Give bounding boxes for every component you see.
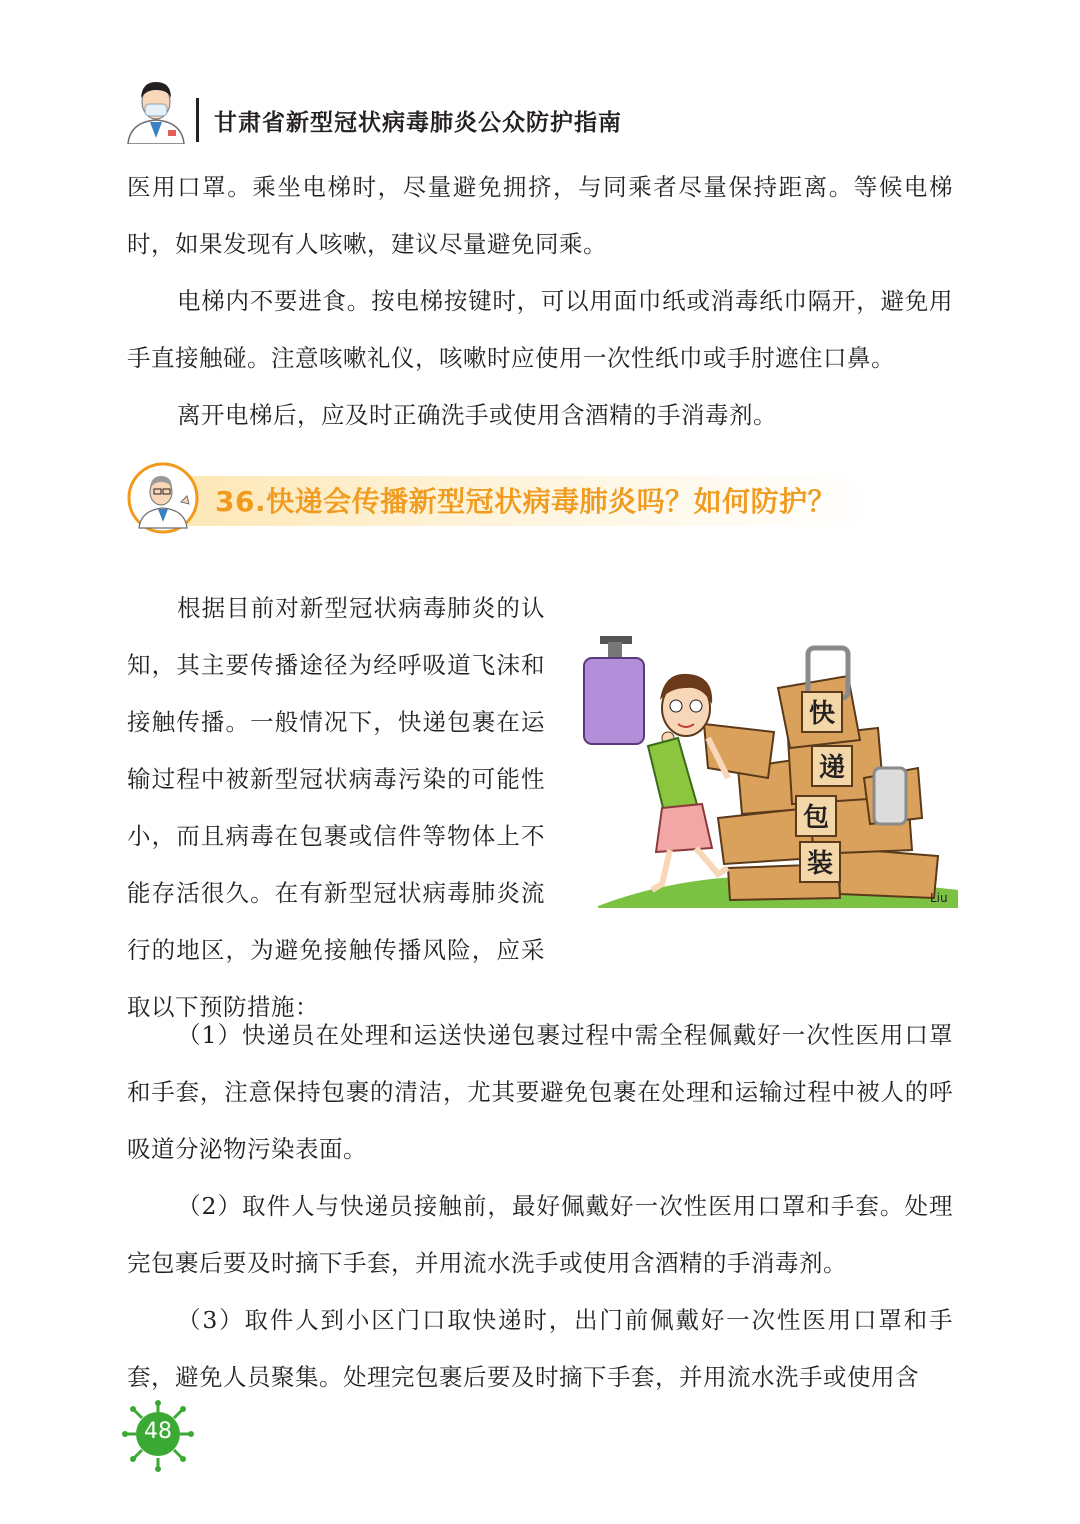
- box-label: 包: [802, 803, 830, 833]
- paragraph: 医用口罩。乘坐电梯时，尽量避免拥挤，与同乘者尽量保持距离。等候电梯时，如果发现有人咳嗽，建议尽量避免同乘。: [127, 173, 953, 258]
- box-label: 装: [806, 849, 834, 879]
- measure-item: （3）取件人到小区门口取快递时，出门前佩戴好一次性医用口罩和手套，避免人员聚集。处理完包裹后要及时摘下手套，并用流水洗手或使用含: [127, 1306, 953, 1391]
- measure-item: （1）快递员在处理和运送快递包裹过程中需全程佩戴好一次性医用口罩和手套，注意保持包裹的清洁，尤其要避免包裹在处理和运输过程中被人的呼吸道分泌物污染表面。: [127, 1021, 953, 1163]
- intro-column: [127, 580, 545, 1036]
- box-label: 递: [818, 753, 846, 783]
- page-number: 48: [144, 1419, 172, 1444]
- intro-paragraph: 根据目前对新型冠状病毒肺炎的认知，其主要传播途径为经呼吸道飞沫和接触传播。一般情况下，快递包裹在运输过程中被新型冠状病毒污染的可能性小，而且病毒在包裹或信件等物体上不能存活很久。在有新型冠状病毒肺炎流行的地区，为避免接触传播风险，应采取以下预防措施：: [127, 594, 545, 1021]
- doctor-badge-icon: [127, 462, 199, 534]
- header-title: 甘肃省新型冠状病毒肺炎公众防护指南: [214, 110, 622, 136]
- express-package-illustration: [578, 628, 958, 908]
- box-label: 快: [808, 699, 836, 729]
- measure-item: （2）取件人与快递员接触前，最好佩戴好一次性医用口罩和手套。处理完包裹后要及时摘下手套，并用流水洗手或使用含酒精的手消毒剂。: [127, 1192, 953, 1277]
- measures: [127, 1007, 953, 1406]
- page-number-badge: [122, 1400, 194, 1472]
- section-title: 36.快递会传播新型冠状病毒肺炎吗？如何防护？: [215, 485, 837, 518]
- header-divider: [196, 98, 199, 142]
- doctor-avatar-icon: [124, 78, 188, 144]
- paragraph: 电梯内不要进食。按电梯按键时，可以用面巾纸或消毒纸巾隔开，避免用手直接触碰。注意咳嗽礼仪，咳嗽时应使用一次性纸巾或手肘遮住口鼻。: [127, 287, 953, 372]
- top-paragraphs: [127, 159, 953, 444]
- paragraph: 离开电梯后，应及时正确洗手或使用含酒精的手消毒剂。: [177, 401, 777, 429]
- artist-signature: Liu: [930, 891, 948, 905]
